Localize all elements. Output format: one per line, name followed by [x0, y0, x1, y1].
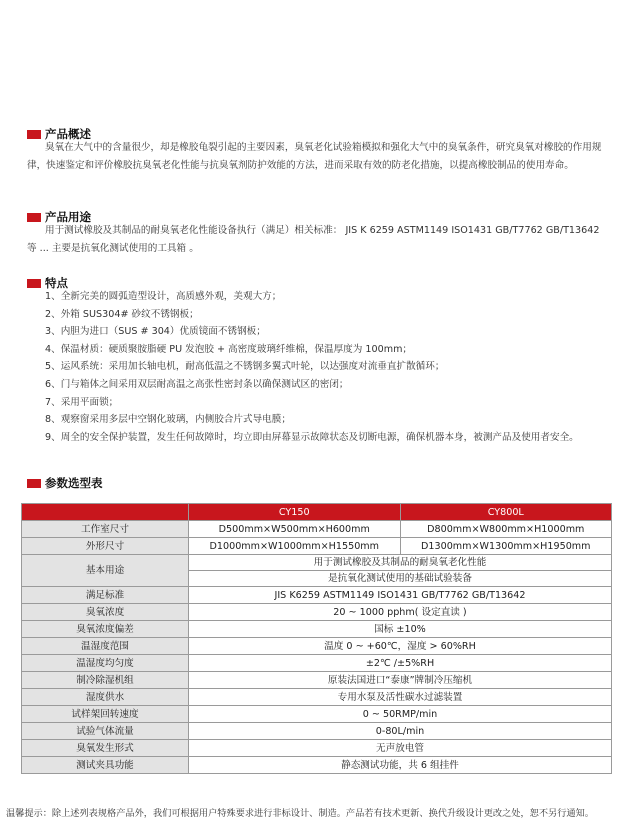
cell-value: 用于测试橡胶及其制品的耐臭氧老化性能	[189, 555, 612, 571]
table-row	[22, 604, 612, 621]
column-header-cy150: CY150	[189, 504, 401, 521]
list-item: 8、观察窗采用多层中空钢化玻璃，内侧胶合片式导电膜；	[45, 414, 291, 426]
table-row	[22, 621, 612, 638]
cell-value: 国标 ±10%	[189, 621, 612, 638]
table-row	[22, 538, 612, 555]
cell-value: D500mm×W500mm×H600mm	[189, 521, 401, 538]
cell-value: 原装法国进口“泰康”牌制冷压缩机	[189, 672, 612, 689]
list-item: 3、内胆为进口（SUS # 304）优质镜面不锈钢板；	[45, 326, 266, 338]
cell-value: 0 ~ 50RMP/min	[189, 706, 612, 723]
row-label: 试样架回转速度	[22, 706, 189, 723]
row-label: 工作室尺寸	[22, 521, 189, 538]
row-label: 臭氧浓度	[22, 604, 189, 621]
cell-value: D1000mm×W1000mm×H1550mm	[189, 538, 401, 555]
row-label: 基本用途	[22, 555, 189, 587]
features-title: 特点	[45, 276, 68, 290]
list-item: 7、采用平面锁；	[45, 396, 119, 408]
cell-value: ±2℃ /±5%RH	[189, 655, 612, 672]
table-row	[22, 555, 612, 571]
footer-note: 温馨提示：除上述列表规格产品外，我们可根据用户特殊要求进行非标设计、制造。产品若有技术更新、换代升级设计更改之处，恕不另行通知。	[6, 808, 594, 819]
table-row	[22, 740, 612, 757]
table-header-row	[22, 504, 612, 521]
list-item: 1、全新完美的圆弧造型设计，高质感外观，美观大方；	[45, 291, 282, 302]
table-row	[22, 587, 612, 604]
table-row	[22, 723, 612, 740]
row-label: 温湿度均匀度	[22, 655, 189, 672]
cell-value: 20 ~ 1000 pphm( 设定直读 )	[189, 604, 612, 621]
row-label: 臭氧发生形式	[22, 740, 189, 757]
spec-title: 参数选型表	[45, 476, 103, 490]
cell-value: 静态测试功能，共 6 组挂件	[189, 757, 612, 774]
spec-heading	[27, 475, 103, 491]
features-list	[45, 288, 615, 446]
section-marker	[27, 130, 41, 139]
usage-text: 用于测试橡胶及其制品的耐臭氧老化性能设备执行（满足）相关标准： JIS K 6259 ASTM1149 ISO1431 GB/T7762 GB/T13642 等 ... 主要是抗氧化测试使用的工具箱 。	[27, 225, 600, 254]
overview-text: 臭氧在大气中的含量很少，却是橡胶龟裂引起的主要因素，臭氧老化试验箱模拟和强化大气中的臭氧条件，研究臭氧对橡胶的作用规律，快速鉴定和评价橡胶抗臭氧老化性能与抗臭氧剂防护效能的方法，进而采取有效的防老化措施，以提高橡胶制品的使用寿命。	[27, 142, 602, 171]
overview-title: 产品概述	[45, 127, 91, 141]
column-header-cy800l: CY800L	[400, 504, 612, 521]
section-marker	[27, 279, 41, 288]
table-row	[22, 638, 612, 655]
table-row	[22, 757, 612, 774]
row-label: 温湿度范围	[22, 638, 189, 655]
list-item: 2、外箱 SUS304# 砂纹不锈钢板；	[45, 308, 199, 320]
list-item: 4、保温材质：硬质聚胺脂硬 PU 发泡胶 + 高密度玻璃纤维棉，保温厚度为 100mm；	[45, 343, 413, 355]
row-label: 满足标准	[22, 587, 189, 604]
list-item: 5、运风系统：采用加长轴电机，耐高低温之不锈钢多翼式叶轮，以达强度对流垂直扩散循环；	[45, 361, 445, 373]
list-item: 9、周全的安全保护装置，发生任何故障时，均立即由屏幕显示故障状态及切断电源，确保机器本身，被测产品及使用者安全。	[45, 431, 579, 443]
row-label: 臭氧浓度偏差	[22, 621, 189, 638]
cell-value: 0-80L/min	[189, 723, 612, 740]
usage-title: 产品用途	[45, 210, 91, 224]
cell-value: 专用水泵及活性碳水过滤装置	[189, 689, 612, 706]
spec-table	[21, 503, 612, 774]
row-label: 外形尺寸	[22, 538, 189, 555]
list-item: 6、门与箱体之间采用双层耐高温之高张性密封条以确保测试区的密闭；	[45, 378, 349, 390]
section-marker	[27, 479, 41, 488]
section-marker	[27, 213, 41, 222]
row-label: 试验气体流量	[22, 723, 189, 740]
row-label: 湿度供水	[22, 689, 189, 706]
cell-value: 是抗氧化测试使用的基础试验装备	[189, 571, 612, 587]
table-header-blank	[22, 504, 189, 521]
row-label: 制冷除湿机组	[22, 672, 189, 689]
cell-value: 温度 0 ~ +60℃，湿度 > 60%RH	[189, 638, 612, 655]
table-row	[22, 689, 612, 706]
table-row	[22, 521, 612, 538]
row-label: 测试夹具功能	[22, 757, 189, 774]
table-row	[22, 706, 612, 723]
table-row	[22, 672, 612, 689]
cell-value: 无声放电管	[189, 740, 612, 757]
cell-value: D1300mm×W1300mm×H1950mm	[400, 538, 612, 555]
cell-value: JIS K6259 ASTM1149 ISO1431 GB/T7762 GB/T13642	[189, 587, 612, 604]
table-row	[22, 655, 612, 672]
cell-value: D800mm×W800mm×H1000mm	[400, 521, 612, 538]
